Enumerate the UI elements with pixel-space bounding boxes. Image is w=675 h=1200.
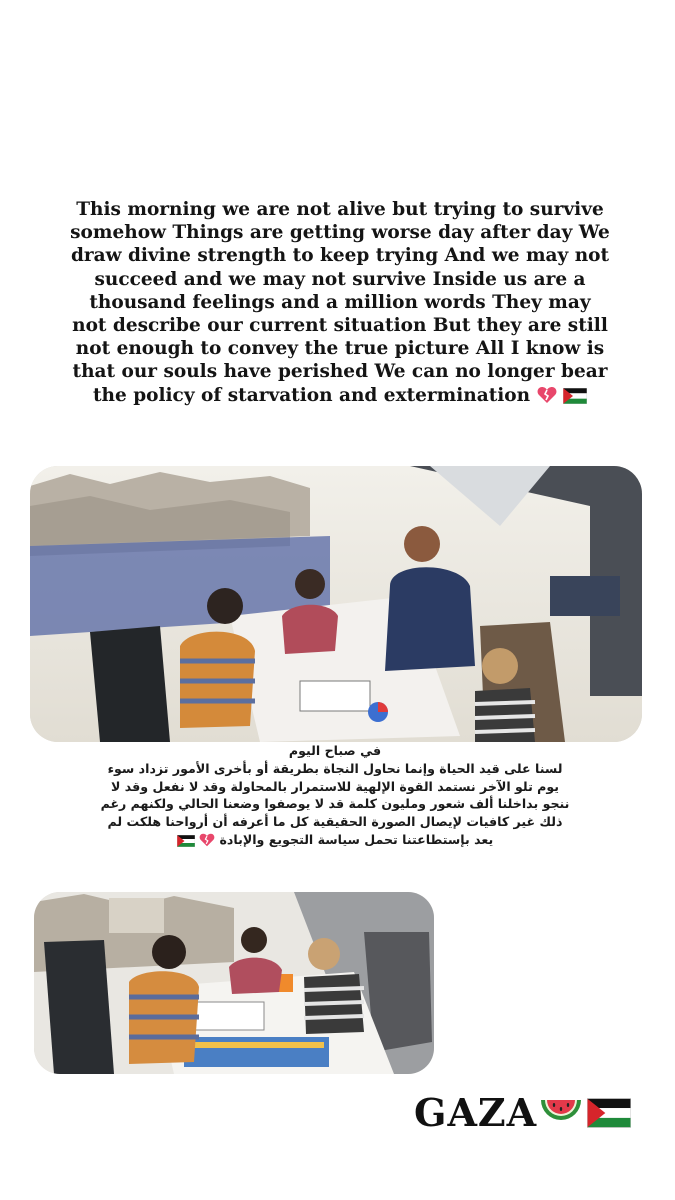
location-tag (414, 1090, 644, 1136)
arabic-caption: لسنا على قيد الحياة وإنما نحاول النجاة بطريقة أو بأخرى الأمور تزداد سوء يوم تلو الآخر نستمد القوة الإلهية للاستمرار بالمحاولة وقد لا نفعل وقد لا ننجو بداخلنا ألف شعور ومليون كلمة قد لا يوصفوا وضعنا الحالي ولكنهم رغم ذلك غير كافيات لإيصال الصورة الحقيقية كل ما أعرفه أن أرواحنا هلكت لم يعد بإستطاعتنا تحمل سياسة التجويع والإبادة (100, 760, 570, 847)
english-caption-block (70, 198, 610, 407)
arabic-caption-block (100, 742, 570, 849)
broken-heart-icon (537, 386, 557, 404)
palestine-flag-icon (587, 1098, 631, 1128)
watermelon-icon (539, 1094, 583, 1132)
palestine-flag-icon (177, 835, 195, 847)
arabic-title: في صباح اليوم (288, 743, 382, 758)
photo-children-drawing-at-table (34, 892, 434, 1074)
location-tag-text: GAZA (414, 1090, 538, 1135)
photo-children-drawing-with-man (30, 466, 642, 742)
palestine-flag-icon (563, 388, 587, 404)
english-caption: This morning we are not alive but trying to survive somehow Things are getting worse day after day We draw divine strength to keep trying And we may not succeed and we may not survive Inside us are a thousand feelings and a million words They may not describe our current situation But they are still not enough to convey the true picture All I know is that our souls have perished We can no longer bear the policy of starvation and extermination (70, 199, 610, 406)
broken-heart-icon (199, 833, 215, 847)
